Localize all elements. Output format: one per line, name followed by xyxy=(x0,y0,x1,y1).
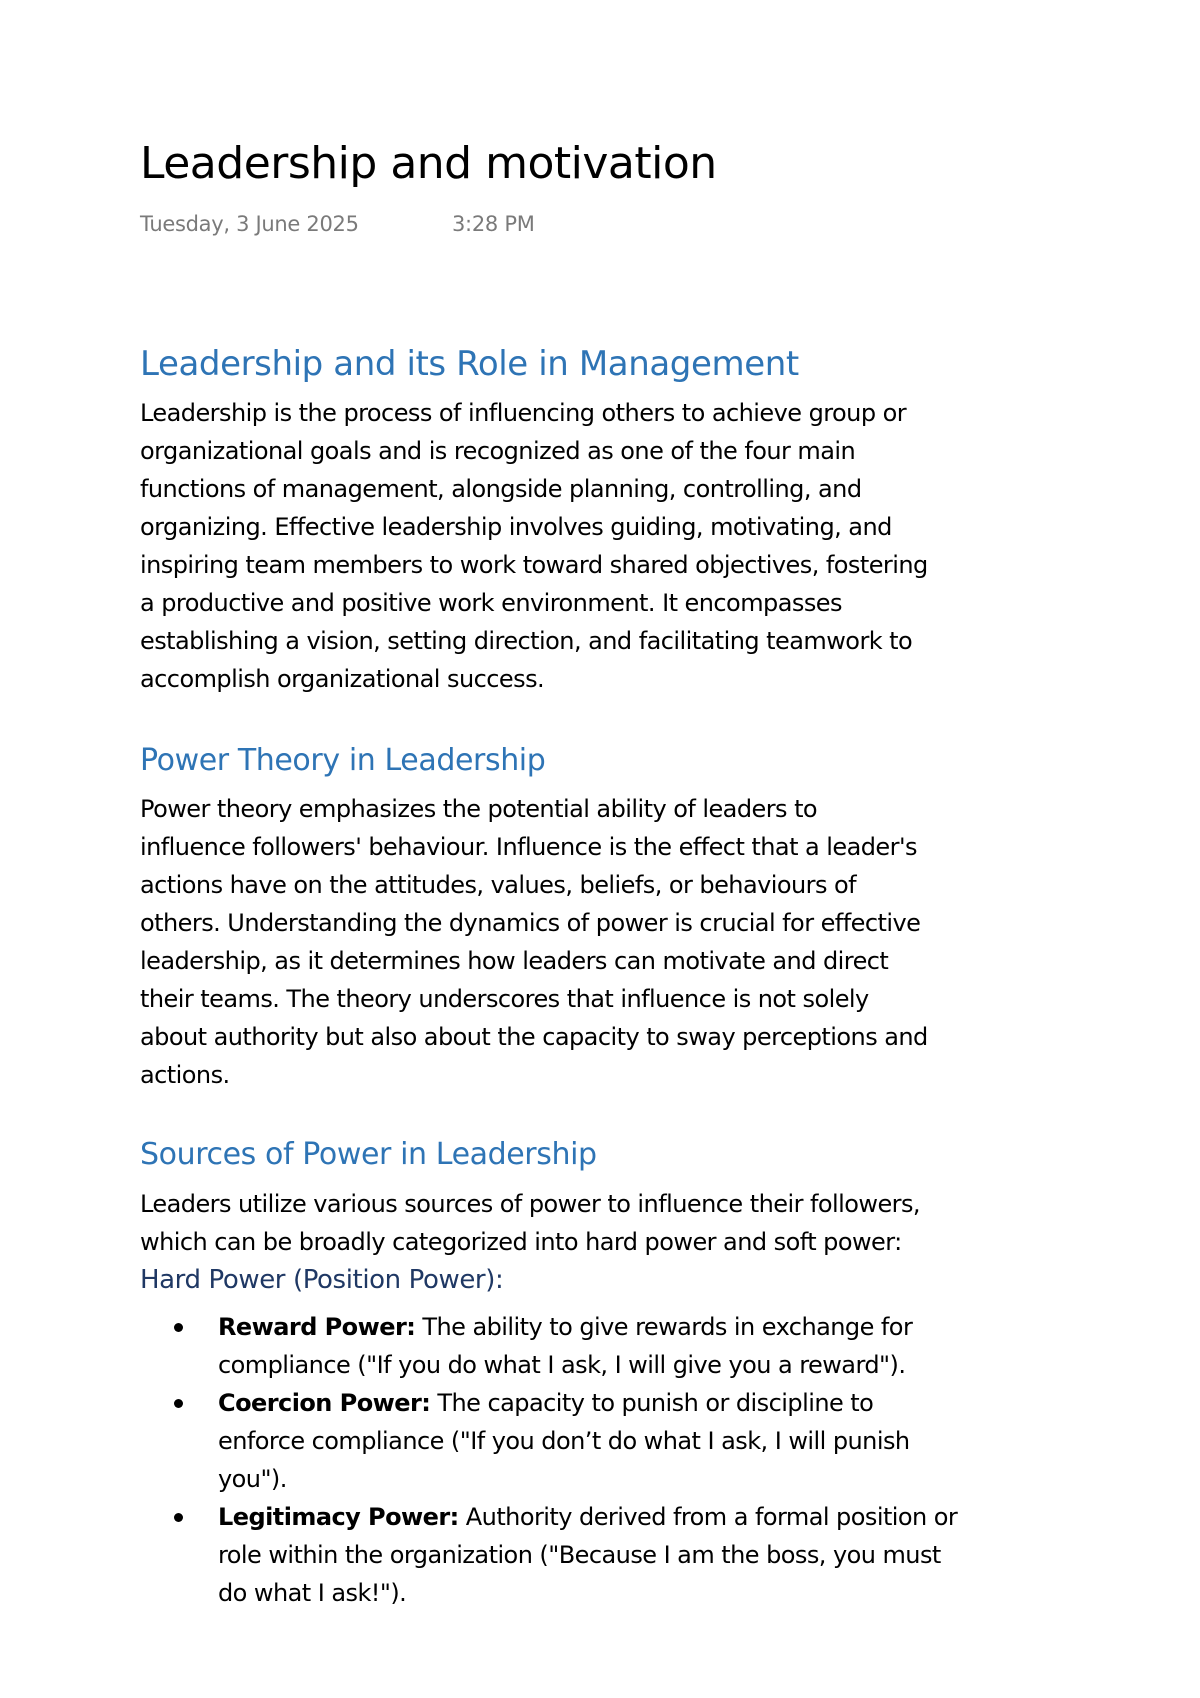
list-item-reward-power xyxy=(140,1308,1040,1384)
text-line: establishing a vision, setting direction, and facilitating teamwork to xyxy=(140,627,913,655)
text-line: leadership, as it determines how leaders can motivate and direct xyxy=(140,947,889,975)
text-line: their teams. The theory underscores that influence is not solely xyxy=(140,985,869,1013)
section-heading-power-theory: Power Theory in Leadership xyxy=(140,743,546,778)
section-body-power-theory xyxy=(140,790,1030,1094)
text-line: Leaders utilize various sources of power to influence their followers, xyxy=(140,1190,921,1218)
text-line: a productive and positive work environment. It encompasses xyxy=(140,589,842,617)
document-page xyxy=(140,0,1040,1698)
page-date: Tuesday, 3 June 2025 xyxy=(140,212,359,236)
text-line: actions. xyxy=(140,1061,230,1089)
text-line: functions of management, alongside planning, controlling, and xyxy=(140,475,862,503)
text-line: which can be broadly categorized into hard power and soft power: xyxy=(140,1228,902,1256)
bullet-line xyxy=(218,1308,1040,1346)
bullet-line: role within the organization ("Because I am the boss, you must xyxy=(218,1541,941,1569)
bullet-icon xyxy=(174,1399,183,1408)
bullet-line xyxy=(218,1498,1040,1536)
bullet-line: compliance ("If you do what I ask, I will give you a reward"). xyxy=(218,1351,906,1379)
bullet-term: Legitimacy Power: xyxy=(218,1503,459,1531)
bullet-line: enforce compliance ("If you don’t do what I ask, I will punish xyxy=(218,1427,910,1455)
list-item-legitimacy-power xyxy=(140,1498,1040,1612)
text-line: organizational goals and is recognized as one of the four main xyxy=(140,437,856,465)
section-body-leadership-role xyxy=(140,394,1030,698)
page-time: 3:28 PM xyxy=(452,212,535,236)
bullet-line xyxy=(218,1384,1040,1422)
power-bullet-list xyxy=(140,1308,1040,1638)
bullet-text: The capacity to punish or discipline to xyxy=(430,1389,874,1417)
section-heading-leadership-role: Leadership and its Role in Management xyxy=(140,344,799,384)
list-item-coercion-power xyxy=(140,1384,1040,1498)
text-line: accomplish organizational success. xyxy=(140,665,545,693)
text-line: about authority but also about the capacity to sway perceptions and xyxy=(140,1023,928,1051)
section-heading-sources-of-power: Sources of Power in Leadership xyxy=(140,1137,597,1172)
bullet-text: Authority derived from a formal position or xyxy=(458,1503,958,1531)
bullet-text: The ability to give rewards in exchange for xyxy=(415,1313,913,1341)
bullet-icon xyxy=(174,1323,183,1332)
text-line: Power theory emphasizes the potential ability of leaders to xyxy=(140,795,818,823)
text-line: Leadership is the process of influencing others to achieve group or xyxy=(140,399,907,427)
section-body-sources-of-power xyxy=(140,1185,1030,1261)
text-line: organizing. Effective leadership involves guiding, motivating, and xyxy=(140,513,892,541)
text-line: others. Understanding the dynamics of power is crucial for effective xyxy=(140,909,921,937)
bullet-line: you"). xyxy=(218,1465,287,1493)
subheading-hard-power: Hard Power (Position Power): xyxy=(140,1265,504,1295)
page-title: Leadership and motivation xyxy=(140,138,717,189)
bullet-line: do what I ask!"). xyxy=(218,1579,407,1607)
text-line: inspiring team members to work toward shared objectives, fostering xyxy=(140,551,928,579)
bullet-term: Coercion Power: xyxy=(218,1389,431,1417)
bullet-icon xyxy=(174,1513,183,1522)
bullet-term: Reward Power: xyxy=(218,1313,416,1341)
text-line: actions have on the attitudes, values, beliefs, or behaviours of xyxy=(140,871,857,899)
text-line: influence followers' behaviour. Influence is the effect that a leader's xyxy=(140,833,917,861)
